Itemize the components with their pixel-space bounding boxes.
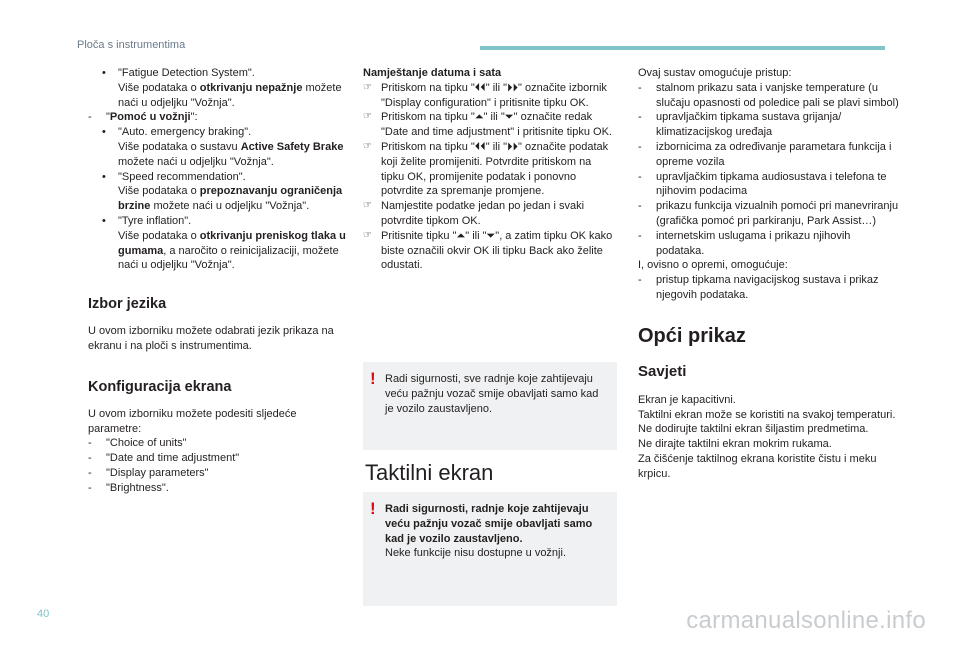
list-item: - prikazu funkcija vizualnih pomoći pri manevriranju (grafička pomoć pri parkiranju, Park Assist…) [638,200,899,227]
step-item: ☞ Pritiskom na tipku "⏶" ili "⏷" označite redak "Date and time adjustment" i pritisnite tipku OK. [363,111,612,139]
list-item: • "Tyre inflation". [102,214,192,227]
language-text: U ovom izborniku možete odabrati jezik prikaza na ekranu i na ploči s instrumentima. [88,325,334,352]
header-accent-bar [480,46,885,50]
warning-box-1 [363,362,617,450]
list-item: • "Auto. emergency braking". [102,126,252,139]
list-item: - izbornicima za određivanje parametara funkcija i opreme vozila [638,140,892,168]
warning-text: Radi sigurnosti, sve radnje koje zahtijevaju veću pažnju vozač smije obavljati samo kad je vozilo zaustavljeno. [385,373,599,415]
step-item: ☞ Namjestite podatke jedan po jedan i svaki potvrdite tipkom OK. [363,200,585,227]
column-3 [638,66,900,482]
pointer-icon: ☞ [363,200,372,212]
list-item: - "Choice of units" [88,437,187,450]
intro-text: Ovaj sustav omogućuje pristup: [638,67,792,79]
date-steps [363,81,617,273]
pointer-icon: ☞ [363,111,372,123]
warning-icon: ! [370,499,376,518]
step-item: ☞ Pritisnite tipku "⏶" ili "⏷", a zatim tipku OK kako biste označili okvir OK ili tipku Back ako želite odustati. [363,229,613,272]
column-1 [88,66,350,496]
config-list [88,436,350,495]
column-2 [363,66,617,273]
touch-screen-heading: Taktilni ekran [365,460,494,485]
tips-heading: Savjeti [638,362,687,380]
list-item: Više podataka o otkrivanju nepažnje možete naći u odjeljku "Vožnja". [118,81,342,109]
list-item: - "Pomoć u vožnji": [88,111,198,124]
language-heading: Izbor jezika [88,296,167,313]
watermark: carmanualsonline.info [686,607,926,634]
list-item: Više podataka o sustavu Active Safety Brake možete naći u odjeljku "Vožnja". [118,140,344,168]
list-item: Više podataka o prepoznavanju ograničenja brzine možete naći u odjeljku "Vožnja". [118,185,343,213]
tips-text: Ekran je kapacitivni. Taktilni ekran može se koristiti na svakoj temperaturi. Ne dodirujte taktilni ekran šiljastim predmetima. Ne dirajte taktilni ekran mokrim rukama. Za čišćenje taktilnog ekrana koristite čistu i meku krpicu. [638,393,896,480]
date-heading: Namještanje datuma i sata [363,67,502,79]
top-list [88,66,350,273]
step-item: ☞ Pritiskom na tipku "⏴⏴" ili "⏵⏵" označite izbornik "Display configuration" i pritisnite tipku OK. [363,81,607,109]
list-item: - upravljačkim tipkama sustava grijanja/ klimatizacijskog uređaja [638,111,842,139]
warning-bold-text: Radi sigurnosti, radnje koje zahtijevaju veću pažnju vozač smije obavljati samo kad je vozilo zaustavljeno. [385,503,593,545]
warning-icon: ! [370,369,376,388]
list-item: - "Display parameters" [88,466,209,479]
list-item: • "Fatigue Detection System". [102,67,255,79]
access-list [638,81,900,259]
pointer-icon: ☞ [363,81,372,93]
pointer-icon: ☞ [363,229,372,241]
list-item: - pristup tipkama navigacijskog sustava i prikaz njegovih podataka. [638,274,879,301]
warning-text: Neke funkcije nisu dostupne u vožnji. [385,547,566,560]
list-item: - "Brightness". [88,481,169,494]
config-text: U ovom izborniku možete podesiti sljedeće parametre: [88,407,297,435]
list-item: • "Speed recommendation". [102,170,246,183]
list-item: - internetskim uslugama i prikazu njihovih podataka. [638,229,851,257]
list-item: Više podataka o otkrivanju preniskog tlaka u gumama, a naročito o reinicijalizaciji, možete naći u odjeljku "Vožnja". [118,229,346,272]
overview-heading: Opći prikaz [638,324,746,347]
page-number: 40 [37,608,50,620]
list-item: - "Date and time adjustment" [88,452,240,465]
optional-intro: I, ovisno o opremi, omogućuje: [638,259,788,272]
list-item: - stalnom prikazu sata i vanjske temperature (u slučaju opasnosti od poledice pali se plavi simbol) [638,81,899,109]
page-header-title: Ploča s instrumentima [77,39,186,51]
config-heading: Konfiguracija ekrana [88,378,232,395]
step-item: ☞ Pritiskom na tipku "⏴⏴" ili "⏵⏵" označite podatak koji želite promijeniti. Potvrdite pritiskom na tipku OK, promijenite podatak i ponovno potvrdite za spremanje promjene. [363,140,609,198]
pointer-icon: ☞ [363,140,372,152]
warning-box-2 [363,492,617,606]
list-item: - upravljačkim tipkama audiosustava i telefona te njihovim podacima [638,170,887,198]
